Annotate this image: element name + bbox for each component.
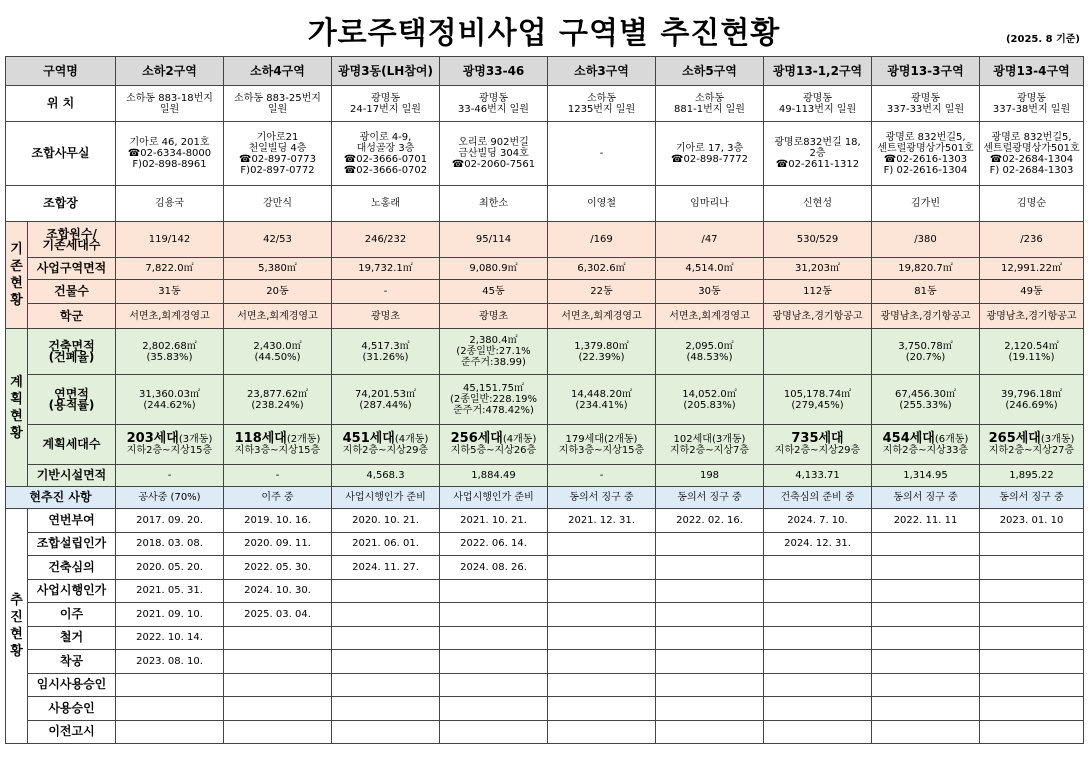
cell [548,626,656,650]
cell: 2022. 11. 11 [872,509,980,533]
cell: 2017. 09. 20. [116,509,224,533]
cell: 19,732.1㎡ [332,258,440,280]
date-note: (2025. 8 기준) [1005,34,1080,45]
cell: 1,379.80㎡ (22.39%) [548,329,656,375]
cell: 42/53 [224,222,332,258]
households-floors: 지하2층~지상27층 [988,445,1075,456]
cell: 동의서 징구 중 [656,487,764,509]
cell: 광명동 24-17번지 일원 [332,86,440,122]
cell [656,532,764,556]
cell: 광명남초,경기항공고 [764,304,872,329]
households-buildings: (4개동) [394,434,429,445]
cell: 4,568.3 [332,465,440,487]
cell [440,697,548,721]
households-floors: 지하2층~지상15층 [126,445,213,456]
cell: 신현성 [764,186,872,222]
households-cell [332,425,440,465]
households-count: 454세대 [882,431,935,446]
households-floors: 지하2층~지상29층 [342,445,429,456]
cell: 6,302.6㎡ [548,258,656,280]
cell: 서면초,회계경영고 [548,304,656,329]
cell [116,673,224,697]
row-label-infra: 기반시설면적 [28,465,116,487]
cell: - [116,465,224,487]
cell [224,720,332,744]
households-count: 118세대 [234,431,287,446]
cell [440,650,548,674]
cell: 9,080.9㎡ [440,258,548,280]
cell: 45,151.75㎡ (2종일반:228.19% 준주거:478.42%) [440,375,548,425]
header-zone-name: 소하4구역 [224,57,332,86]
row-label: 조합설립인가 [28,532,116,556]
header-zone-name: 광명13-3구역 [872,57,980,86]
cell: 소하동 883-18번지 일원 [116,86,224,122]
row-label: 이전고시 [28,720,116,744]
households-cell [980,425,1084,465]
cell: 2024. 08. 26. [440,556,548,580]
cell [656,556,764,580]
table-row [6,487,1084,509]
cell: - [224,465,332,487]
cell: 2021. 06. 01. [332,532,440,556]
households-buildings: (6개동) [934,434,969,445]
cell: 2,120.54㎡ (19.11%) [980,329,1084,375]
cell: 246/232 [332,222,440,258]
cell: 오리로 902번길 금산빌딩 304호 ☎02-2060-7561 [440,122,548,186]
table-row [6,329,1084,375]
cell: 2025. 03. 04. [224,603,332,627]
households-cell [764,425,872,465]
cell: /47 [656,222,764,258]
cell [332,720,440,744]
cell: 2023. 01. 10 [980,509,1084,533]
cell: 기아로 46, 201호 ☎02-6334-8000 F)02-898-8961 [116,122,224,186]
cell: 광명로 832번길5, 센트럴광명상가501호 ☎02-2616-1303 F) 02-2616-1304 [872,122,980,186]
cell [656,650,764,674]
cell [872,673,980,697]
cell: 1,884.49 [440,465,548,487]
cell: 119/142 [116,222,224,258]
households-floors: 지하2층~지상29층 [774,445,861,456]
cell [116,720,224,744]
households-count: 451세대 [342,431,395,446]
households-cell [440,425,548,465]
cell: 서면초,회계경영고 [224,304,332,329]
header-zone-name: 소하5구역 [656,57,764,86]
households-count: 203세대 [126,431,179,446]
cell: 22동 [548,280,656,304]
row-label: 임시사용승인 [28,673,116,697]
cell: 김명순 [980,186,1084,222]
cell: 2,430.0㎡ (44.50%) [224,329,332,375]
cell: 2,095.0㎡ (48.53%) [656,329,764,375]
cell [764,556,872,580]
cell: 노홍래 [332,186,440,222]
cell [440,603,548,627]
table-row [6,650,1084,674]
households-cell [116,425,224,465]
households-buildings: (2개동) [286,434,321,445]
cell [656,603,764,627]
row-label-building-area: 건축면적 (건폐율) [28,329,116,375]
households-buildings: (3개동) [1040,434,1075,445]
cell: 광명남초,경기항공고 [980,304,1084,329]
cell [440,673,548,697]
cell: 74,201.53㎡ (287.44%) [332,375,440,425]
cell: 소하동 883-25번지 일원 [224,86,332,122]
cell [980,579,1084,603]
cell: 김가빈 [872,186,980,222]
cell [872,626,980,650]
row-label-households: 계획세대수 [28,425,116,465]
cell: 7,822.0㎡ [116,258,224,280]
cell: /380 [872,222,980,258]
cell [872,556,980,580]
cell: 2018. 03. 08. [116,532,224,556]
cell: 광명남초,경기항공고 [872,304,980,329]
cell: 2024. 7. 10. [764,509,872,533]
households-cell [224,425,332,465]
table-row [6,375,1084,425]
households-buildings: (2개동) [603,433,638,445]
cell: 임마리나 [656,186,764,222]
cell: 광명동 337-38번지 일원 [980,86,1084,122]
table-row [6,465,1084,487]
cell: 2021. 05. 31. [116,579,224,603]
cell [440,579,548,603]
table-row [6,304,1084,329]
row-label: 사업시행인가 [28,579,116,603]
header-zone-name: 광명13-4구역 [980,57,1084,86]
cell [980,603,1084,627]
header-zone-name: 광명13-1,2구역 [764,57,872,86]
cell: 2020. 09. 11. [224,532,332,556]
cell: 67,456.30㎡ (255.33%) [872,375,980,425]
table-row [6,673,1084,697]
table-row [6,86,1084,122]
table-row [6,425,1084,465]
cell: 12,991.22㎡ [980,258,1084,280]
row-label-current: 현추진 사항 [6,487,116,509]
households-count: 265세대 [988,431,1041,446]
cell: - [548,465,656,487]
cell: 198 [656,465,764,487]
cell [656,697,764,721]
cell [224,697,332,721]
cell: 광명동 337-33번지 일원 [872,86,980,122]
table-row [6,532,1084,556]
cell: 112동 [764,280,872,304]
cell [656,673,764,697]
cell [872,720,980,744]
households-count: 102세대 [673,433,712,445]
table-row [6,720,1084,744]
cell [980,697,1084,721]
cell [332,579,440,603]
header-zone-name: 광명33-46 [440,57,548,86]
cell: 2020. 10. 21. [332,509,440,533]
cell: 건축심의 준비 중 [764,487,872,509]
table-row [6,556,1084,580]
cell: 동의서 징구 중 [980,487,1084,509]
cell: 광명동 49-113번지 일원 [764,86,872,122]
households-floors: 지하2층~지상33층 [882,445,969,456]
cell: 2022. 02. 16. [656,509,764,533]
cell [656,626,764,650]
cell [548,650,656,674]
table-row [6,697,1084,721]
households-count: 735세대 [791,431,844,446]
row-label-floor-area: 연면적 (용적률) [28,375,116,425]
cell [224,650,332,674]
households-cell [656,425,764,465]
section-label-progress: 추 진 현 황 [6,509,28,744]
cell [116,697,224,721]
cell: 4,133.71 [764,465,872,487]
cell: 2024. 11. 27. [332,556,440,580]
cell [224,626,332,650]
zone-status-table [5,56,1084,744]
cell: 2021. 10. 21. [440,509,548,533]
cell [656,720,764,744]
cell [872,650,980,674]
cell: 2022. 05. 30. [224,556,332,580]
cell [980,673,1084,697]
row-label-chairman: 조합장 [6,186,116,222]
row-label: 건축심의 [28,556,116,580]
cell [548,720,656,744]
cell: 14,448.20㎡ (234.41%) [548,375,656,425]
table-row [6,626,1084,650]
cell: 광명로 832번길5, 센트럴광명상가501호 ☎02-2684-1304 F) 02-2684-1303 [980,122,1084,186]
cell: 31,360.03㎡ (244.62%) [116,375,224,425]
table-row [6,509,1084,533]
row-label: 건물수 [28,280,116,304]
cell: 이영철 [548,186,656,222]
cell [872,532,980,556]
cell: 31동 [116,280,224,304]
row-label: 착공 [28,650,116,674]
header-zone-label: 구역명 [6,57,116,86]
row-label: 사용승인 [28,697,116,721]
table-row [6,186,1084,222]
row-label-office: 조합사무실 [6,122,116,186]
cell: 2022. 10. 14. [116,626,224,650]
cell [332,650,440,674]
households-cell [548,425,656,465]
header-zone-name: 소하2구역 [116,57,224,86]
cell [980,650,1084,674]
row-label: 사업구역면적 [28,258,116,280]
row-label: 이주 [28,603,116,627]
section-label-plan: 계 획 현 황 [6,329,28,487]
cell [548,673,656,697]
cell: 4,514.0㎡ [656,258,764,280]
cell [224,673,332,697]
cell [332,697,440,721]
cell: 2022. 06. 14. [440,532,548,556]
cell: 30동 [656,280,764,304]
row-label: 철거 [28,626,116,650]
row-label: 연번부여 [28,509,116,533]
cell: - [332,280,440,304]
cell: 소하동 1235번지 일원 [548,86,656,122]
cell [548,579,656,603]
households-floors: 지하2층~지상7층 [669,444,750,456]
header-zone-name: 소하3구역 [548,57,656,86]
households-count: 179세대 [565,433,604,445]
cell [764,329,872,375]
cell: 105,178.74㎡ (279,45%) [764,375,872,425]
cell [764,603,872,627]
cell: 20동 [224,280,332,304]
cell: 소하동 881-1번지 일원 [656,86,764,122]
cell: 동의서 징구 중 [548,487,656,509]
cell [980,532,1084,556]
table-row [6,579,1084,603]
cell [980,626,1084,650]
cell: 김용국 [116,186,224,222]
cell: 2021. 09. 10. [116,603,224,627]
cell: 서면초,회계경영고 [116,304,224,329]
cell [872,579,980,603]
cell: 3,750.78㎡ (20.7%) [872,329,980,375]
cell [440,626,548,650]
cell: 2,380.4㎡ (2종일반:27.1% 준주거:38.99) [440,329,548,375]
cell [764,720,872,744]
table-row [6,122,1084,186]
cell [440,720,548,744]
cell: 광명로832번길 18, 2층 ☎02-2611-1312 [764,122,872,186]
cell: 5,380㎡ [224,258,332,280]
cell [656,579,764,603]
cell: 2024. 12. 31. [764,532,872,556]
cell [764,579,872,603]
cell: 23,877.62㎡ (238.24%) [224,375,332,425]
cell: 사업시행인가 준비 [332,487,440,509]
cell [872,697,980,721]
cell: 81동 [872,280,980,304]
cell: 1,314.95 [872,465,980,487]
cell [980,556,1084,580]
households-floors: 지하5층~지상26층 [450,445,537,456]
cell: 광명초 [332,304,440,329]
cell [764,697,872,721]
cell: 공사중 (70%) [116,487,224,509]
cell [548,603,656,627]
page-title: 가로주택정비사업 구역별 추진현황 [307,16,781,51]
cell: 2,802.68㎡ (35.83%) [116,329,224,375]
cell [548,532,656,556]
cell: 530/529 [764,222,872,258]
households-cell [872,425,980,465]
section-label-existing: 기 존 현 황 [6,222,28,329]
cell: 최한소 [440,186,548,222]
households-buildings: (4개동) [502,434,537,445]
cell: 기아로 17, 3층 ☎02-898-7772 [656,122,764,186]
cell: 2023. 08. 10. [116,650,224,674]
cell [764,673,872,697]
cell: 2019. 10. 16. [224,509,332,533]
cell: 49동 [980,280,1084,304]
cell: /236 [980,222,1084,258]
cell [980,720,1084,744]
row-label: 조합원수/ 기존세대수 [28,222,116,258]
cell [332,626,440,650]
cell [872,603,980,627]
households-count: 256세대 [450,431,503,446]
cell [548,697,656,721]
households-buildings: (3개동) [711,433,746,445]
cell: 39,796.18㎡ (246.69%) [980,375,1084,425]
cell: 서면초,회계경영고 [656,304,764,329]
cell: 45동 [440,280,548,304]
cell: 기아로21 천일빌딩 4층 ☎02-897-0773 F)02-897-0772 [224,122,332,186]
header-zone-name: 광명3동(LH참여) [332,57,440,86]
cell: /169 [548,222,656,258]
table-row [6,603,1084,627]
households-floors: 지하3층~지상15층 [234,445,321,456]
cell: 사업시행인가 준비 [440,487,548,509]
table-row [6,258,1084,280]
cell: 2020. 05. 20. [116,556,224,580]
table-row [6,280,1084,304]
cell: 95/114 [440,222,548,258]
cell: 19,820.7㎡ [872,258,980,280]
cell [332,673,440,697]
cell: 31,203㎡ [764,258,872,280]
row-label-location: 위 치 [6,86,116,122]
cell [548,556,656,580]
row-label: 학군 [28,304,116,329]
cell: 광이로 4-9, 대성골장 3층 ☎02-3666-0701 ☎02-3666-0702 [332,122,440,186]
cell: 광명초 [440,304,548,329]
cell [764,650,872,674]
cell: 4,517.3㎡ (31.26%) [332,329,440,375]
cell: 광명동 33-46번지 일원 [440,86,548,122]
cell: 2024. 10. 30. [224,579,332,603]
cell: 이주 중 [224,487,332,509]
cell: 강만식 [224,186,332,222]
households-buildings: (3개동) [178,434,213,445]
cell: 2021. 12. 31. [548,509,656,533]
households-floors: 지하3층~지상15층 [558,444,645,456]
cell [764,626,872,650]
cell: 동의서 징구 중 [872,487,980,509]
cell [332,603,440,627]
cell: 1,895.22 [980,465,1084,487]
cell: - [548,122,656,186]
cell: 14,052.0㎡ (205.83%) [656,375,764,425]
table-row [6,57,1084,86]
table-row [6,222,1084,258]
